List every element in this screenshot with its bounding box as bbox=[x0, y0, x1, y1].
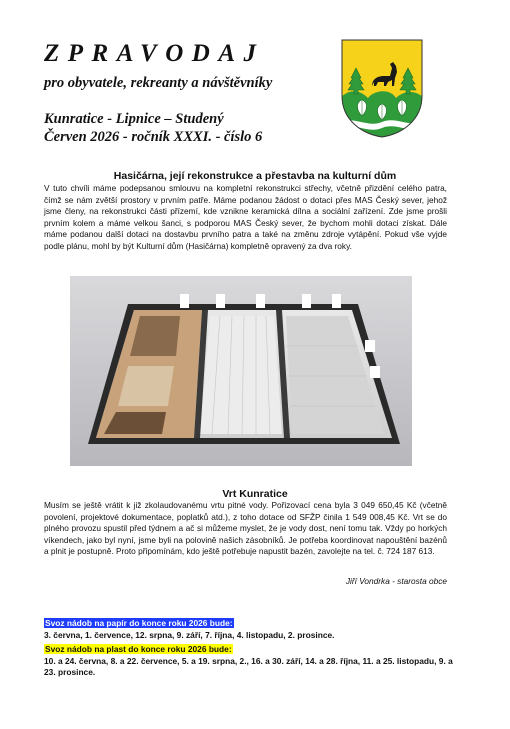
article-heading-well: Vrt Kunratice bbox=[222, 488, 288, 500]
masthead-villages: Kunratice - Lipnice – Studený bbox=[44, 111, 224, 127]
signature: Jiří Vondrka - starosta obce bbox=[345, 576, 447, 586]
waste-paper-heading: Svoz nádob na papír do konce roku 2026 bude: bbox=[45, 618, 233, 628]
waste-paper-dates: 3. června, 1. července, 12. srpna, 9. září, 7. října, 4. listopadu, 2. prosince. bbox=[44, 629, 335, 640]
article-paragraph: V tuto chvíli máme podepsanou smlouvu na kompletní rekonstrukci střechy, včetně přizdění celého patra, čímž se nám zvětší prostory v prvním patře. Máme podanou žádost o dotaci přes MAS Český sever, jehož jsme členy, na rekonstrukci části přízemí, kde vznikne keramická dílna a sociální zařízení. Zde jsme prošli prvním kolem a máme velkou šanci, s podporou MAS Český sever, že bychom mohli dotaci získat. Dále máme podanou další dotaci na dostavbu prvního patra a také na změnu zdroje vytápění. Pokud vše vyjde podle plánu, mohl by být Kulturní dům (Hasičárna) kompletně opravený za dva roky. bbox=[44, 183, 447, 251]
waste-plastic-dates: 10. a 24. června, 8. a 22. července, 5. a 19. srpna, 2., 16. a 30. září, 14. a 28. října, 11. a 25. listopadu, 9. a 23. prosince. bbox=[44, 655, 453, 677]
floorplan-icon bbox=[70, 276, 412, 466]
waste-plastic-notice bbox=[44, 644, 464, 679]
crest-icon bbox=[340, 38, 424, 138]
article-paragraph: Musím se ještě vrátit k již zkolaudovanému vrtu pitné vody. Pořizovací cena byla 3 049 650,45 Kč (včetně povolení, projektové dokumentace, poplatků atd.), z toho dotace od SFŽP činila 1 549 008,45 Kč. Vrt se do plného provozu spustil před týdnem a ač si můžeme myslet, že je vody dost, není tomu tak. Vždy po horkých víkendech, jako byl nyní, jsme byli na polovině našich zásobníků. Je potřeba koordinovat napouštění bazénů a plnit je postupně. Proto připomínám, kdo ještě potřebuje napustit bazén, zavolejte na tel. č. 724 187 613. bbox=[44, 500, 447, 556]
masthead-title: ZPRAVODAJ bbox=[44, 40, 265, 67]
waste-plastic-heading: Svoz nádob na plast do konce roku 2026 bude: bbox=[45, 644, 232, 654]
waste-paper-notice bbox=[44, 618, 464, 641]
article-body-well bbox=[44, 500, 447, 558]
article-body-firehouse bbox=[44, 183, 447, 252]
article-heading-firehouse: Hasičárna, její rekonstrukce a přestavba na kulturní dům bbox=[113, 170, 397, 182]
masthead-issue: Červen 2026 - ročník XXXI. - číslo 6 bbox=[44, 129, 263, 145]
masthead-subtitle: pro obyvatele, rekreanty a návštěvníky bbox=[44, 75, 273, 91]
